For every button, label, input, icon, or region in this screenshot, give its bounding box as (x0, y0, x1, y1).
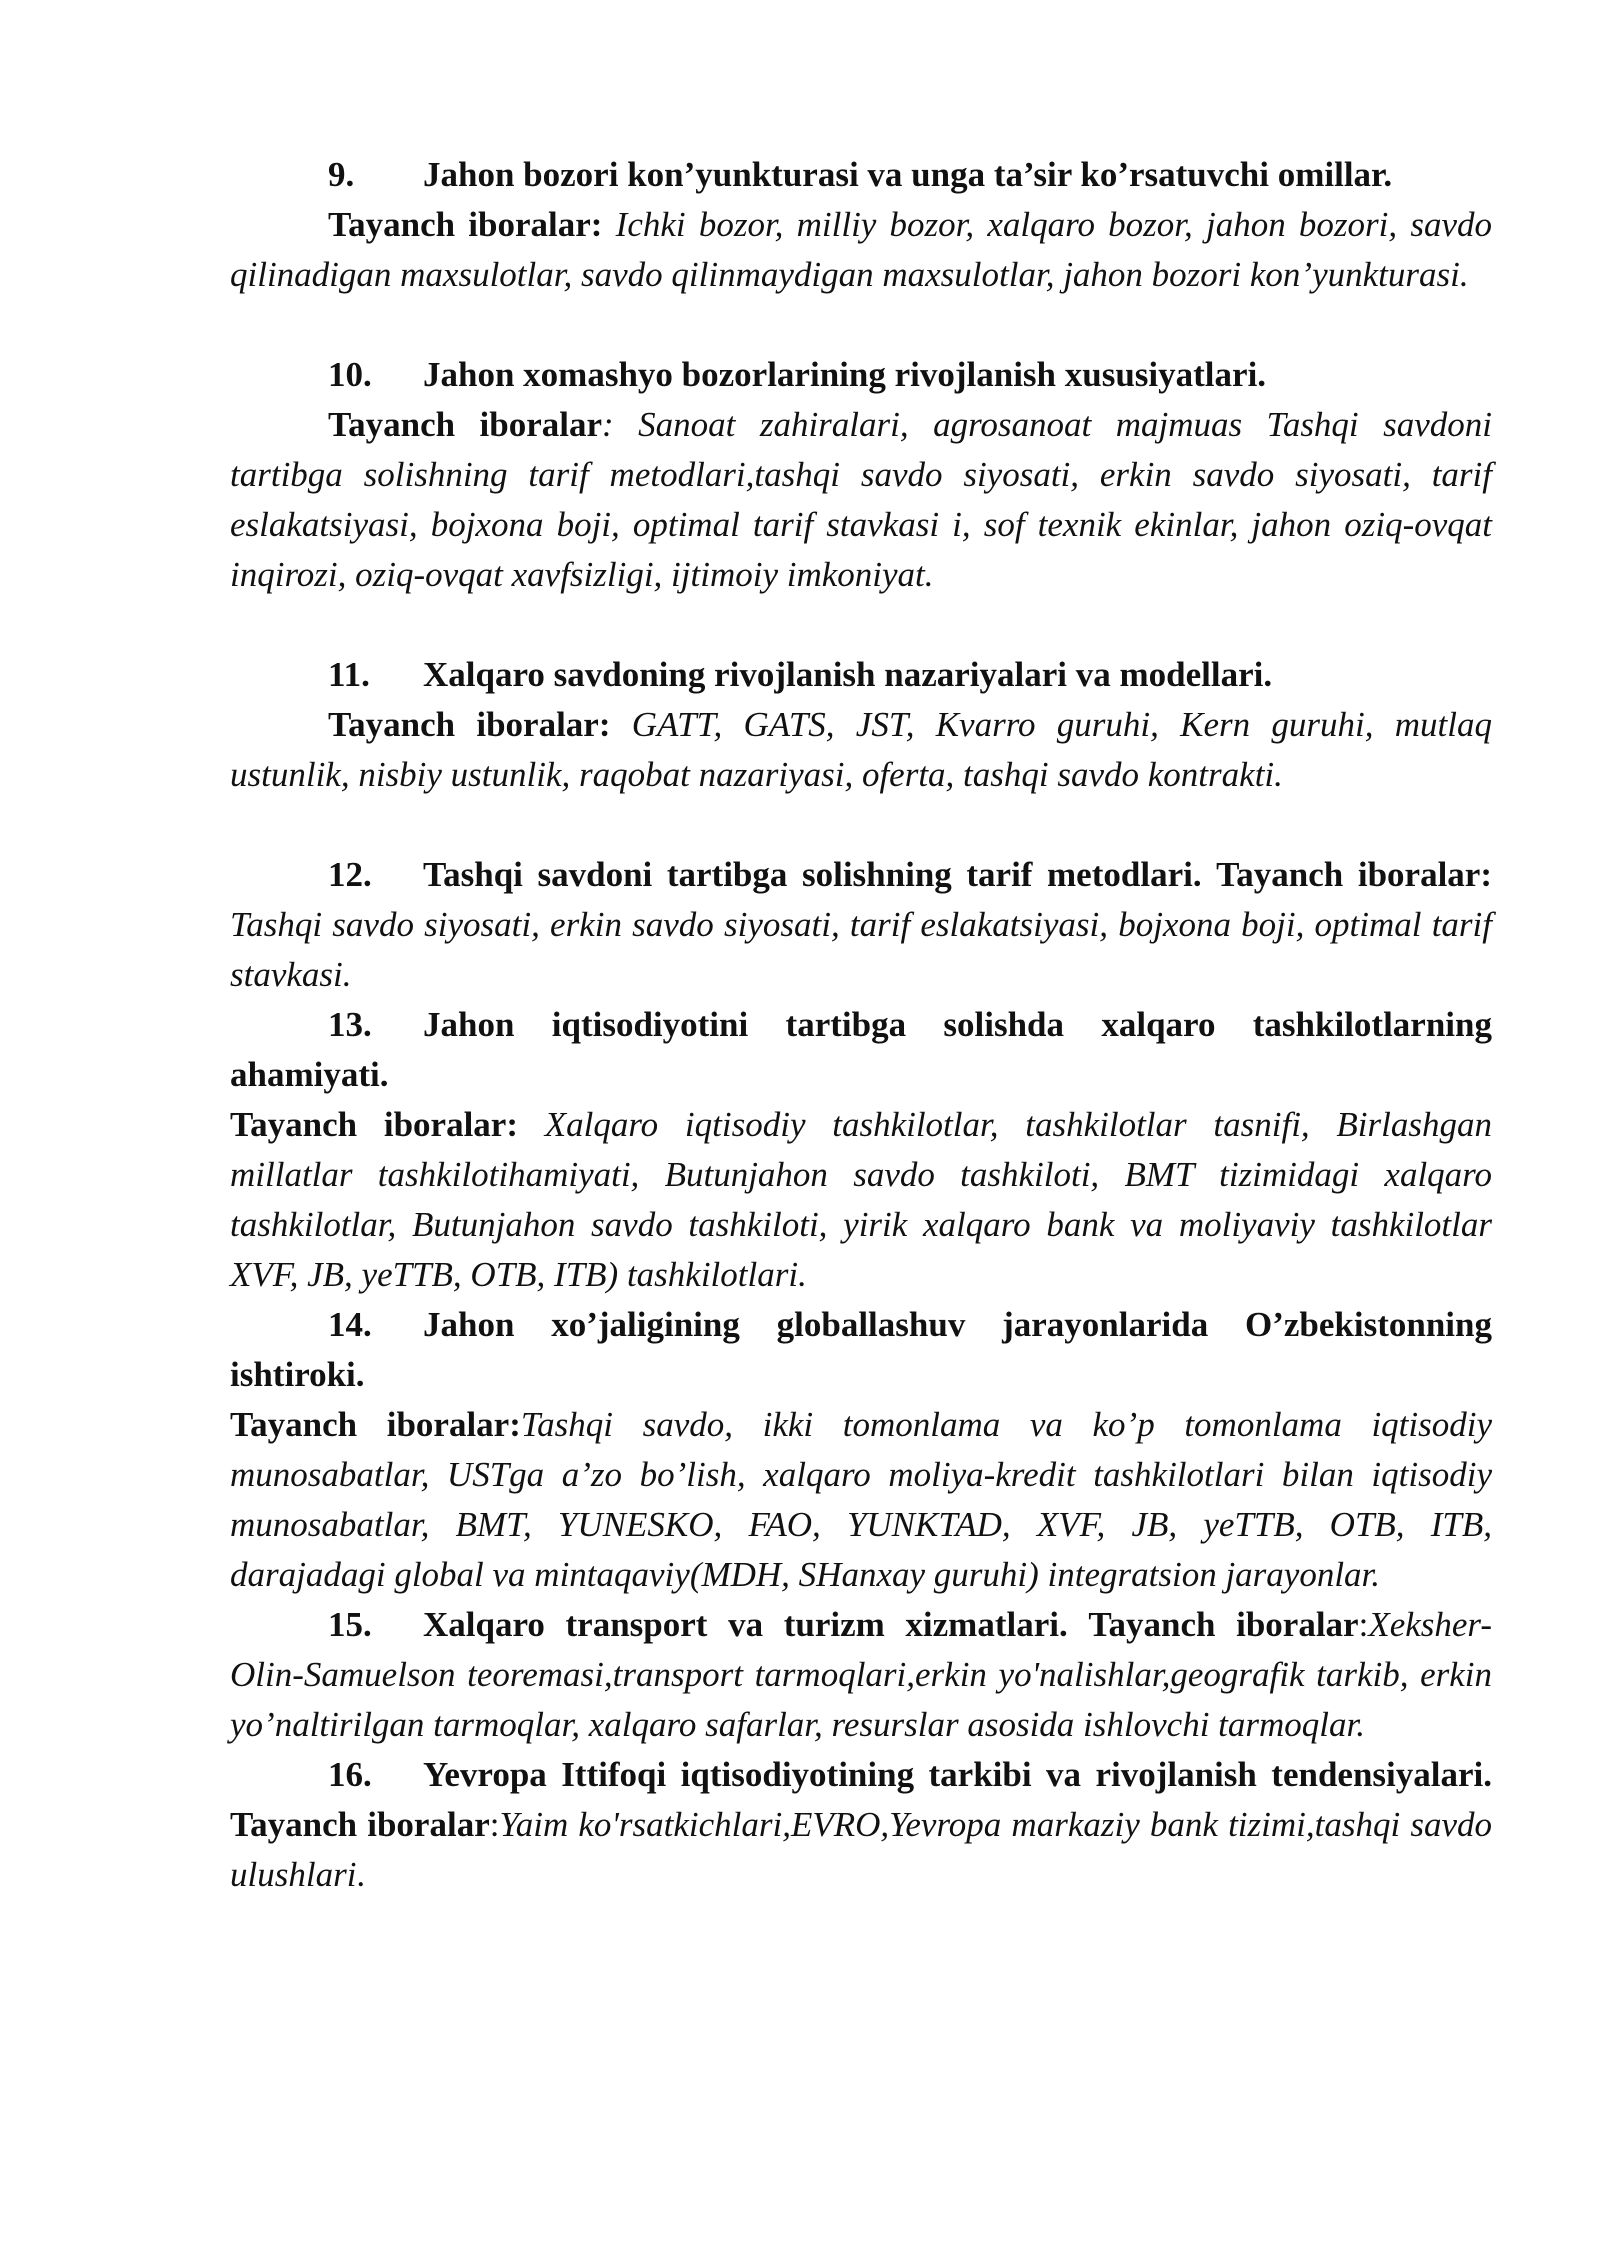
section-title: Jahon iqtisodiyotini tartibga solishda xalqaro tashkilotlarning ahamiyati. (230, 1005, 1492, 1094)
section-title: Tashqi savdoni tartibga solishning tarif metodlari. (423, 855, 1202, 894)
section-11 (230, 650, 1492, 800)
keywords-label: Tayanch iboralar: (328, 205, 603, 244)
keywords-paragraph (230, 200, 1492, 300)
section-title: Xalqaro savdoning rivojlanish nazariyalari va modellari. (423, 655, 1273, 694)
section-number: 14. (328, 1305, 372, 1344)
keywords-text: Ichki bozor, milliy bozor, xalqaro bozor, jahon bozori, savdo qilinadigan maxsulotlar, savdo qilinmaydigan maxsulotlar, jahon bozori kon’yunkturasi. (230, 205, 1492, 294)
section-14 (230, 1300, 1492, 1600)
section-heading (230, 150, 1492, 200)
keywords-colon: : (1358, 1605, 1369, 1644)
section-title: Jahon xo’jaligining globallashuv jarayonlarida O’zbekistonning ishtiroki. (230, 1305, 1492, 1394)
section-paragraph (230, 1750, 1492, 1900)
section-title: Jahon bozori kon’yunkturasi va unga ta’sir ko’rsatuvchi omillar. (423, 155, 1393, 194)
section-number: 9. (328, 155, 355, 194)
section-10 (230, 350, 1492, 600)
section-number: 11. (328, 655, 370, 694)
section-16 (230, 1750, 1492, 1900)
keywords-text: Xalqaro iqtisodiy tashkilotlar, tashkilotlar tasnifi, Birlashgan millatlar tashkilotihamiyati, Butunjahon savdo tashkiloti, BMT tizimidagi xalqaro tashkilotlar, Butunjahon savdo tashkiloti, yirik xalqaro bank va moliyaviy tashkilotlar XVF, JB, yeTTB, OTB, ITB) tashkilotlari. (230, 1105, 1492, 1294)
keywords-end: . (356, 1855, 366, 1894)
section-12 (230, 850, 1492, 1000)
keywords-paragraph (230, 1400, 1492, 1600)
keywords-text: Xeksher-Olin-Samuelson teoremasi,transport tarmoqlari,erkin yo'nalishlar,geografik tarkib, erkin yo’naltirilgan tarmoqlar, xalqaro safarlar, resurslar asosida ishlovchi tarmoqlar. (230, 1605, 1492, 1744)
keywords-text: GATT, GATS, JST, Kvarro guruhi, Kern guruhi, mutlaq ustunlik, nisbiy ustunlik, raqobat nazariyasi, oferta, tashqi savdo kontrakti. (230, 705, 1492, 794)
section-heading (230, 350, 1492, 400)
keywords-paragraph (230, 1100, 1492, 1300)
section-number: 13. (328, 1005, 372, 1044)
section-heading (230, 1300, 1492, 1400)
document-page (230, 150, 1492, 1900)
section-title: Xalqaro transport va turizm xizmatlari. (423, 1605, 1068, 1644)
section-title: Yevropa Ittifoqi iqtisodiyotining tarkibi va rivojlanish tendensiyalari. (423, 1755, 1492, 1794)
keywords-text: Tashqi savdo, ikki tomonlama va ko’p tomonlama iqtisodiy munosabatlar, USTga a’zo bo’lish, xalqaro moliya-kredit tashkilotlari bilan iqtisodiy munosabatlar, BMT, YUNESKO, FAO, YUNKTAD, XVF, JB, yeTTB, OTB, ITB, darajadagi global va mintaqaviy(MDH, SHanxay guruhi) integratsion jarayonlar. (230, 1405, 1492, 1594)
section-9 (230, 150, 1492, 300)
keywords-paragraph (230, 700, 1492, 800)
keywords-label: Tayanch iboralar (230, 1805, 490, 1844)
keywords-paragraph (230, 400, 1492, 600)
section-heading (230, 650, 1492, 700)
keywords-label: Tayanch iboralar: (328, 705, 611, 744)
keywords-label: Tayanch iboralar: (1216, 855, 1492, 894)
section-paragraph (230, 1600, 1492, 1750)
keywords-label: Tayanch iboralar: (230, 1405, 521, 1444)
keywords-text: : Sanoat zahiralari, agrosanoat majmuas Tashqi savdoni tartibga solishning tarif metodlari,tashqi savdo siyosati, erkin savdo siyosati, tarif eslakatsiyasi, bojxona boji, optimal tarif stavkasi i, sof texnik ekinlar, jahon oziq-ovqat inqirozi, oziq-ovqat xavfsizligi, ijtimoiy imkoniyat. (230, 405, 1492, 594)
section-paragraph (230, 850, 1492, 1000)
keywords-text: Tashqi savdo siyosati, erkin savdo siyosati, tarif eslakatsiyasi, bojxona boji, optimal tarif stavkasi. (230, 905, 1492, 994)
section-number: 15. (328, 1605, 372, 1644)
keywords-text: Yaim ko'rsatkichlari,EVRO,Yevropa markaziy bank tizimi,tashqi savdo ulushlari (230, 1805, 1492, 1894)
keywords-colon: : (489, 1805, 500, 1844)
section-number: 12. (328, 855, 372, 894)
keywords-label: Tayanch iboralar (328, 405, 603, 444)
section-title: Jahon xomashyo bozorlarining rivojlanish xususiyatlari. (423, 355, 1267, 394)
section-13 (230, 1000, 1492, 1300)
section-15 (230, 1600, 1492, 1750)
section-number: 16. (328, 1755, 372, 1794)
keywords-label: Tayanch iboralar: (230, 1105, 518, 1144)
keywords-label: Tayanch iboralar (1088, 1605, 1359, 1644)
section-heading (230, 1000, 1492, 1100)
section-number: 10. (328, 355, 372, 394)
